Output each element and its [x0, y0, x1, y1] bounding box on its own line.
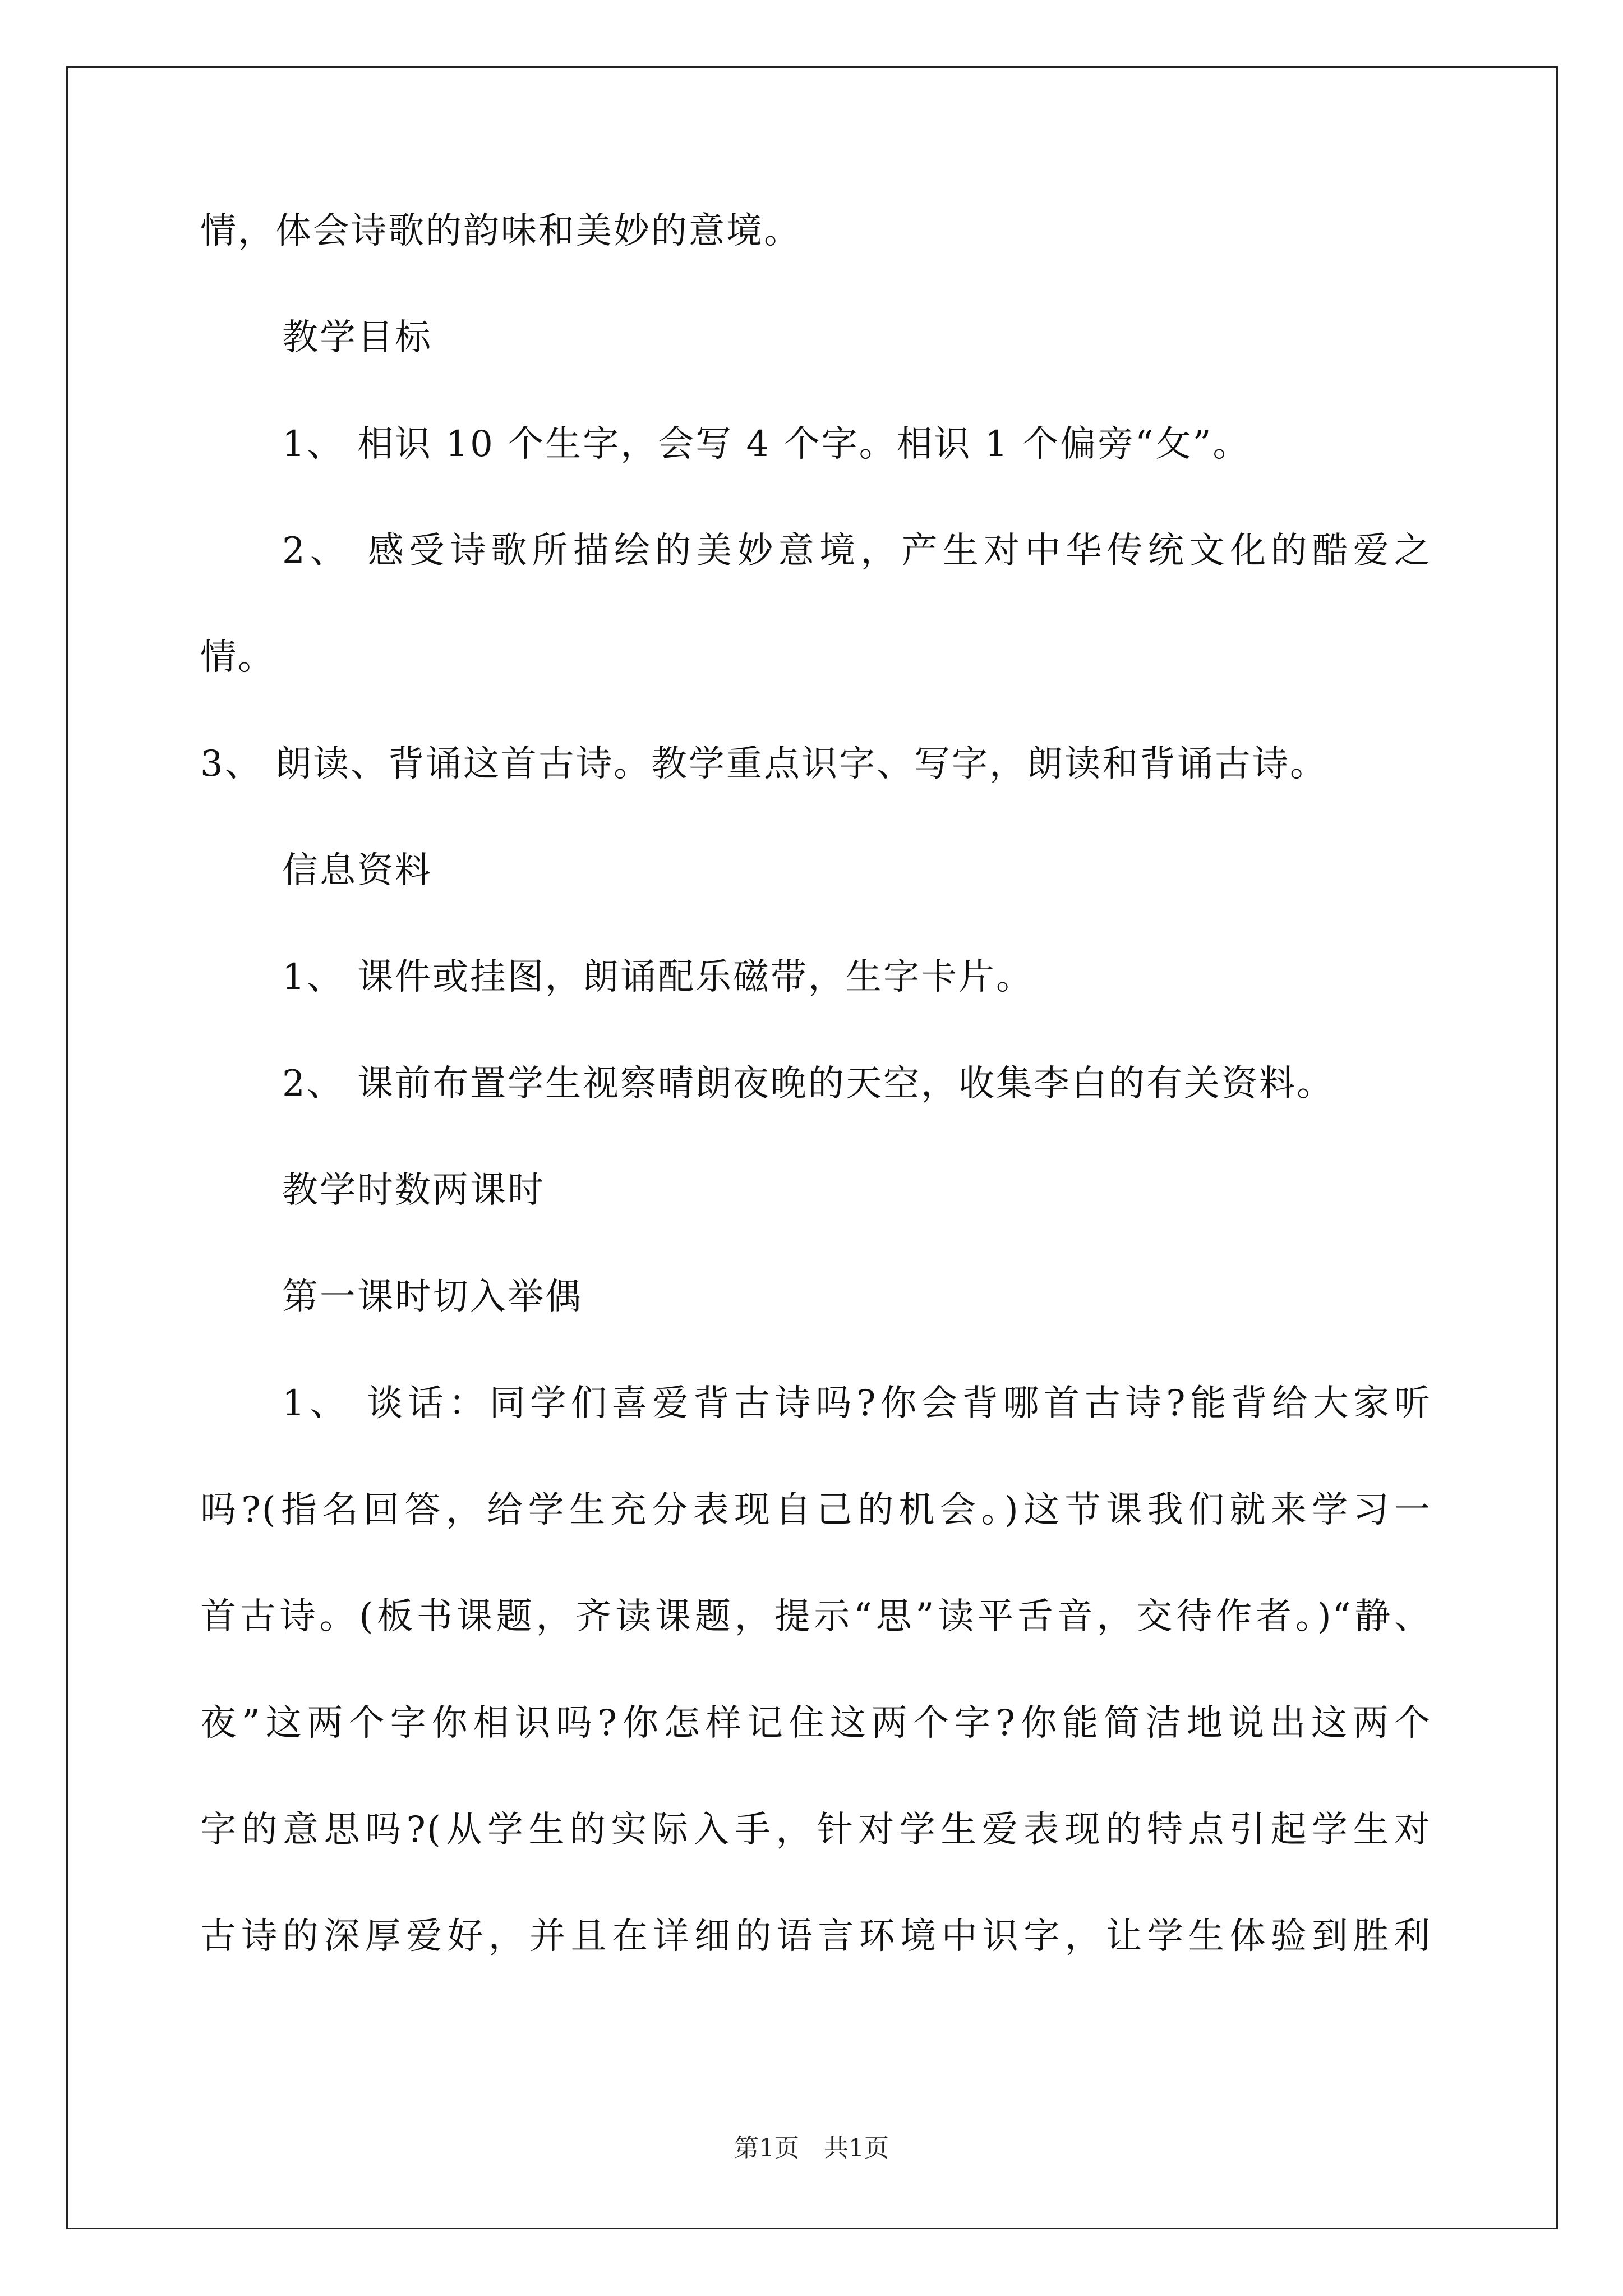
- text-line: 1、 相识 10 个生字，会写 4 个字。相识 1 个偏旁“攵”。: [282, 424, 1251, 465]
- text-line: 字的意思吗?(从学生的实际入手，针对学生爱表现的特点引起学生对: [200, 1809, 1431, 1851]
- text-line: 2、 课前布置学生视察晴朗夜晚的天空，收集李白的有关资料。: [282, 1063, 1335, 1105]
- section-heading: 教学时数两课时: [282, 1170, 545, 1211]
- text-line: 2、 感受诗歌所描绘的美妙意境，产生对中华传统文化的酷爱之: [282, 530, 1431, 572]
- text-line: 3、 朗读、背诵这首古诗。教学重点识字、写字，朗读和背诵古诗。: [200, 743, 1328, 785]
- text-line: 情，体会诗歌的韵味和美妙的意境。: [200, 210, 801, 252]
- text-line: 情。: [200, 637, 275, 678]
- text-line: 首古诗。(板书课题，齐读课题，提示“思”读平舌音，交待作者。)“静、: [200, 1596, 1431, 1637]
- section-heading: 教学目标: [282, 317, 432, 358]
- text-line: 古诗的深厚爱好，并且在详细的语言环境中识字，让学生体验到胜利: [200, 1916, 1431, 1957]
- text-line: 1、 谈话：同学们喜爱背古诗吗?你会背哪首古诗?能背给大家听: [282, 1383, 1431, 1424]
- page-number: 第1页 共1页: [734, 2134, 889, 2162]
- text-line: 吗?(指名回答，给学生充分表现自己的机会。)这节课我们就来学习一: [200, 1489, 1431, 1531]
- text-line: 1、 课件或挂图，朗诵配乐磁带，生字卡片。: [282, 956, 1034, 998]
- page-border: [66, 66, 1558, 2229]
- text-line: 夜”这两个字你相识吗?你怎样记住这两个字?你能简洁地说出这两个: [200, 1703, 1431, 1744]
- section-heading: 第一课时切入举偶: [282, 1276, 583, 1318]
- section-heading: 信息资料: [282, 850, 432, 891]
